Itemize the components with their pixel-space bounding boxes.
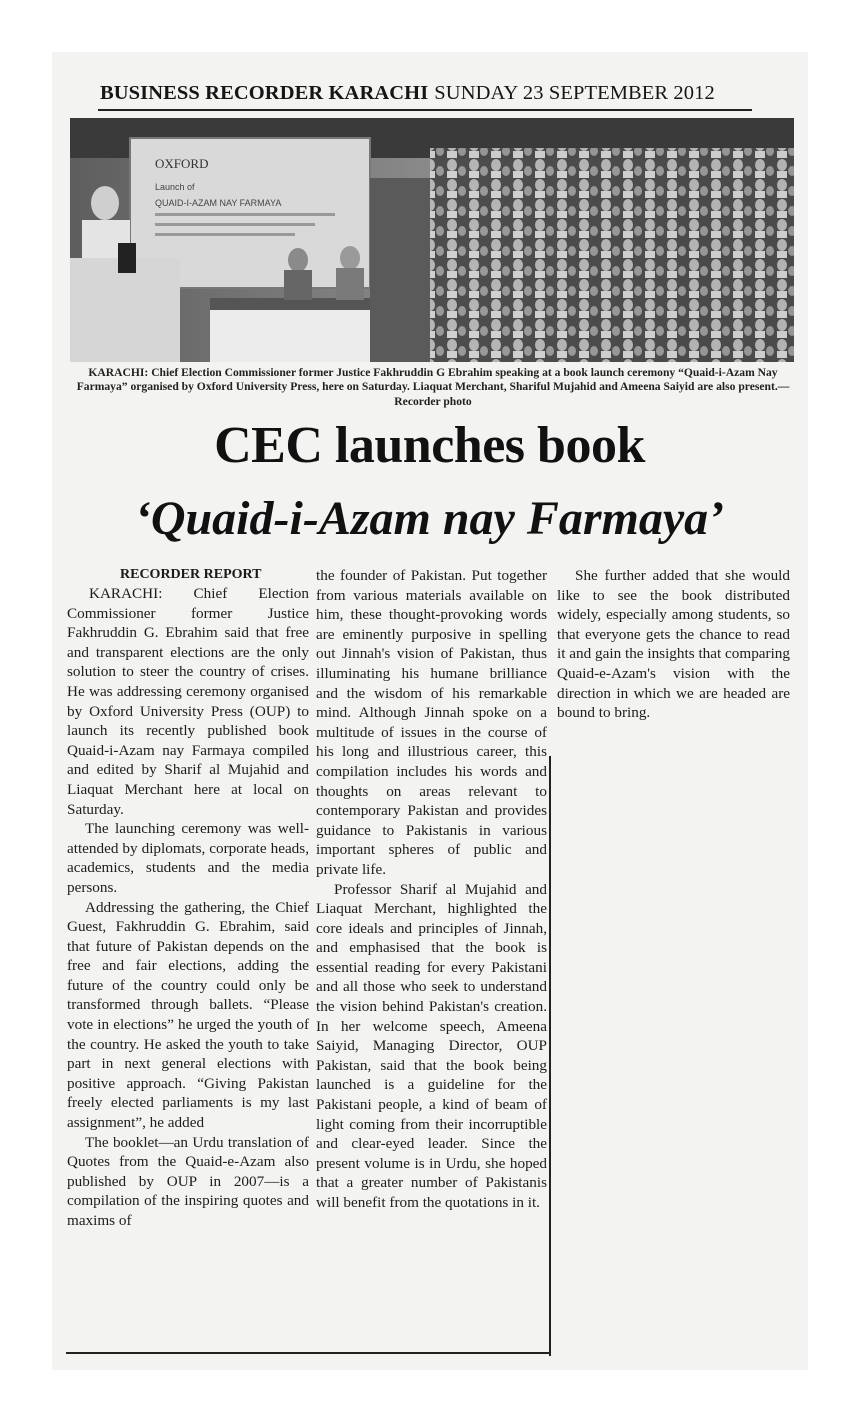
paragraph: Professor Sharif al Mujahid and Liaquat Merchant, highlighted the core ideals and principles of Jinnah, and emphasised that the book is essential reading for every Pakistani and all those who seek to understand the vision behind Pakistan's creation. In her welcome speech, Ameena Saiyid, Managing Director, OUP Pakistan, said that the book being launched is a guideline for the Pakistani people, a kind of beam of light coming from their incorruptible and clear-eyed leader. Since the present volume is in Urdu, she hoped that a greater number of Pakistanis will benefit from the quotations in it. xyxy=(316,880,547,1211)
banner-line2: QUAID-I-AZAM NAY FARMAYA xyxy=(155,198,282,208)
column-divider xyxy=(549,756,551,1356)
paragraph: KARACHI: Chief Election Commissioner former Justice Fakhruddin G. Ebrahim said that free and transparent elections are the only solution to steer the country of crises. He was addressing ceremony organised by Oxford University Press (OUP) to launch its recently published book Quaid-i-Azam nay Farmaya compiled and edited by Sharif al Mujahid and Liaquat Merchant here at local on Saturday. xyxy=(67,585,309,818)
paragraph: She further added that she would like to see the book distributed widely, especially among students, so that everyone gets the chance to read it and gain the insights that comparing Quaid-e-Azam's vision with the direction in which we are headed are bound to bring. xyxy=(557,567,790,722)
news-photo xyxy=(70,118,794,362)
article-column-2 xyxy=(316,566,547,1213)
paragraph: the founder of Pakistan. Put together from various materials available on him, these thought-provoking words are eminently purposive in spelling out Jinnah's vision of Pakistan, thus illuminating his humane brilliance and the wisdom of his remarkable mind. Although Jinnah spoke on a multitude of issues in the course of his long and illustrious career, this compilation includes his words and thoughts on areas relevant to contemporary Pakistan and provides guidance to Pakistanis in various important spheres of public and private life. xyxy=(316,567,547,878)
publication-date: SUNDAY 23 SEPTEMBER 2012 xyxy=(434,82,715,104)
headline-book-title: ‘Quaid-i-Azam nay Farmaya’ xyxy=(134,492,725,545)
banner-brand: OXFORD xyxy=(155,156,209,171)
masthead-rule xyxy=(98,109,752,111)
article-column-3 xyxy=(557,566,790,723)
headline: CEC launches book xyxy=(214,417,645,474)
paragraph: The launching ceremony was well-attended by diplomats, corporate heads, academics, students and the media persons. xyxy=(67,820,309,896)
paragraph: Addressing the gathering, the Chief Guest, Fakhruddin G. Ebrahim, said that future of Pakistan depends on the free and fair elections, adding the future of the country could only be transformed through ballets. “Please vote in elections” he urged the youth of the country. He asked the youth to take part in next general elections with positive approach. “Giving Pakistan freely elected parliaments is my last assignment”, he added xyxy=(67,898,309,1132)
paper-name: BUSINESS RECORDER KARACHI xyxy=(100,82,429,104)
article-column-1 xyxy=(67,584,309,1231)
banner-line1: Launch of xyxy=(155,182,195,192)
bottom-rule xyxy=(66,1352,550,1354)
byline: RECORDER REPORT xyxy=(120,567,262,582)
photo-caption: KARACHI: Chief Election Commissioner former Justice Fakhruddin G Ebrahim speaking at a book launch ceremony “Quaid-i-Azam Nay Farmaya” organised by Oxford University Press, here on Saturday. Liaquat Merchant, Shariful Mujahid and Ameena Saiyid are also present.—Recorder photo xyxy=(76,366,790,408)
masthead xyxy=(100,82,750,105)
paragraph: The booklet—an Urdu translation of Quotes from the Quaid-e-Azam also published by OUP in 2007—is a compilation of the inspiring quotes and maxims of xyxy=(67,1133,309,1229)
